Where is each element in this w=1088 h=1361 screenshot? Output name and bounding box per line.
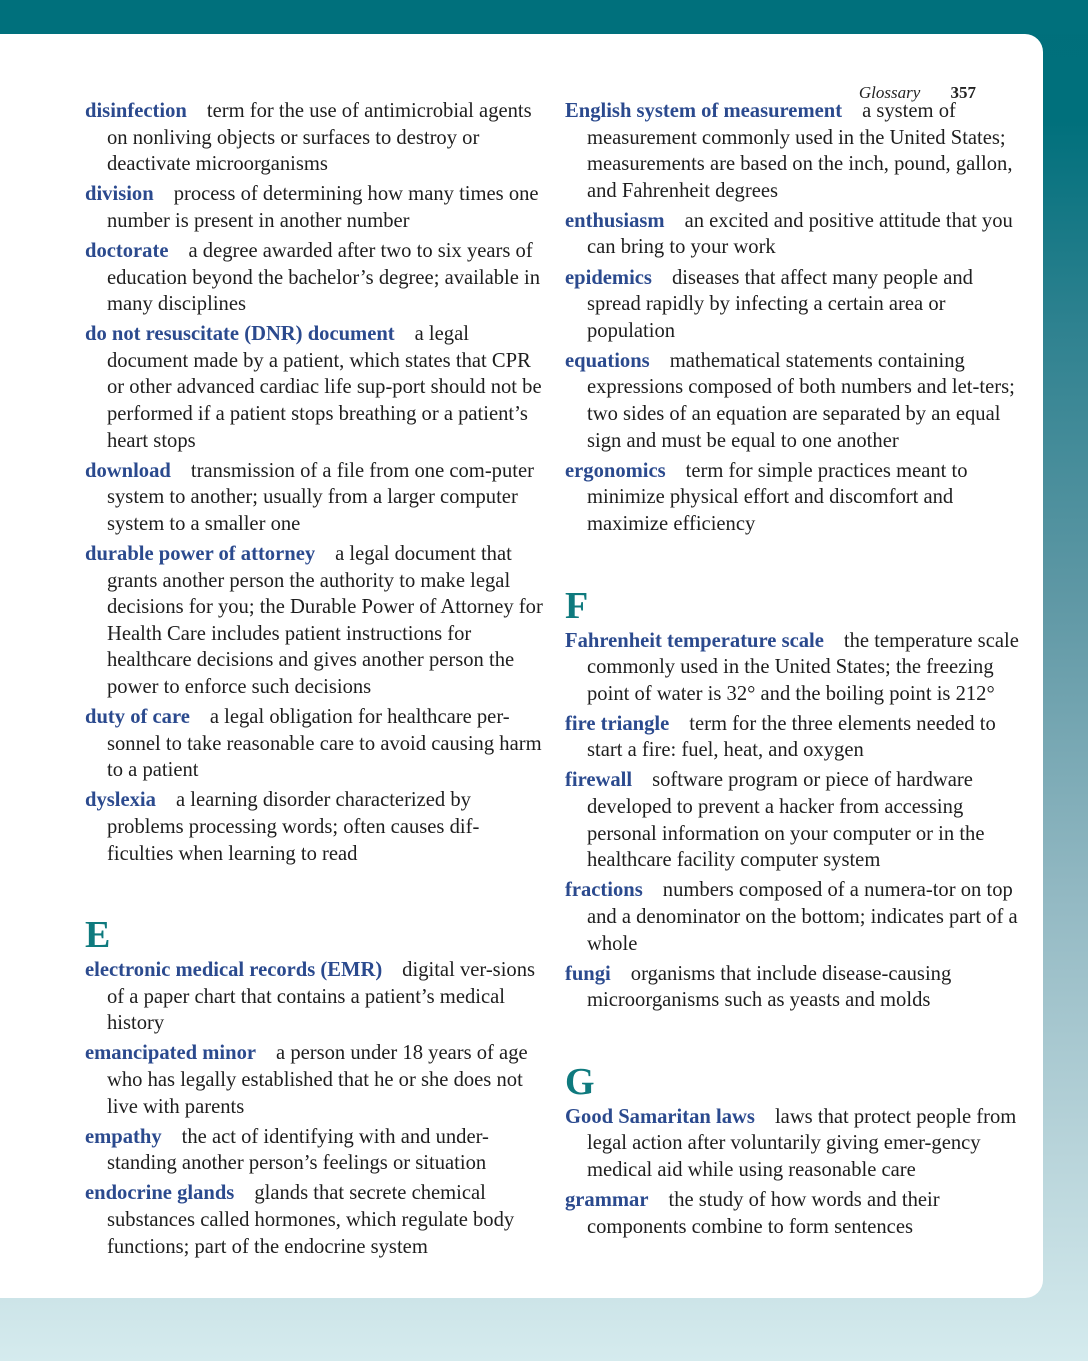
glossary-entry (85, 1040, 545, 1120)
glossary-term: electronic medical records (EMR) (85, 959, 383, 982)
glossary-entry (85, 1124, 545, 1177)
glossary-definition: a person under 18 years of age who has legally established that he or she does not live with parents (107, 1042, 528, 1118)
glossary-definition: an excited and positive attitude that you can bring to your work (587, 209, 1013, 259)
glossary-entry (85, 321, 545, 454)
left-column (85, 98, 545, 1264)
glossary-definition: glands that secrete chemical substances called hormones, which regulate body functions; part of the endocrine system (107, 1182, 515, 1258)
glossary-term: disinfection (85, 100, 187, 122)
glossary-term: grammar (565, 1189, 649, 1212)
section-letter-e: E (85, 914, 111, 957)
glossary-entry (565, 348, 1025, 454)
glossary-entry (85, 238, 545, 318)
glossary-entry (565, 961, 1025, 1014)
glossary-entry (85, 98, 545, 178)
glossary-definition: term for the three elements needed to start a fire: fuel, heat, and oxygen (587, 712, 996, 762)
glossary-entry (565, 265, 1025, 345)
glossary-definition: the temperature scale commonly used in the United States; the freezing point of water is 32° and the boiling point is 212° (587, 629, 1019, 705)
glossary-definition: digital ver-sions of a paper chart that contains a patient’s medical history (107, 959, 536, 1035)
glossary-term: Good Samaritan laws (565, 1105, 755, 1128)
glossary-definition: a system of measurement commonly used in the United States; measurements are based on the inch, pound, gallon, and Fahrenheit degrees (587, 100, 1013, 202)
glossary-term: durable power of attorney (85, 543, 316, 565)
glossary-definition: organisms that include disease-causing microorganisms such as yeasts and molds (587, 962, 952, 1012)
glossary-entry (85, 787, 545, 867)
glossary-entry (565, 98, 1025, 204)
glossary-term: do not resuscitate (DNR) document (85, 323, 395, 346)
glossary-definition: the act of identifying with and under-standing another person’s feelings or situation (107, 1125, 489, 1175)
glossary-term: fractions (565, 879, 643, 902)
glossary-definition: term for the use of antimicrobial agents on nonliving objects or surfaces to destroy or deactivate microorganisms (107, 100, 532, 176)
glossary-term: doctorate (85, 239, 169, 262)
glossary-definition: numbers composed of a numera-tor on top and a denominator on the bottom; indicates part of a whole (587, 879, 1018, 955)
glossary-entry (565, 877, 1025, 957)
glossary-entry (565, 711, 1025, 764)
glossary-definition: a degree awarded after two to six years of education beyond the bachelor’s degree; available in many disciplines (107, 239, 541, 316)
glossary-term: division (85, 183, 154, 206)
glossary-entry (85, 1180, 545, 1260)
glossary-definition: a learning disorder characterized by problems processing words; often causes dif-ficulties when learning to read (107, 789, 480, 865)
glossary-entry (565, 1104, 1025, 1184)
glossary-term: fire triangle (565, 712, 670, 735)
glossary-definition: a legal obligation for healthcare per-sonnel to take reasonable care to avoid causing harm to a patient (107, 706, 542, 782)
glossary-term: download (85, 459, 171, 482)
glossary-term: emancipated minor (85, 1042, 257, 1065)
right-column (565, 98, 1025, 1244)
glossary-definition: the study of how words and their components combine to form sentences (587, 1189, 940, 1238)
glossary-definition: process of determining how many times one number is present in another number (107, 183, 539, 232)
glossary-entry (565, 1187, 1025, 1240)
glossary-term: Fahrenheit temperature scale (565, 629, 824, 652)
glossary-entry (85, 181, 545, 234)
glossary-entry (565, 767, 1025, 873)
glossary-definition: a legal document made by a patient, which states that CPR or other advanced cardiac life sup-port should not be performed if a patient stops breathing or a patient’s heart stops (107, 323, 542, 452)
glossary-definition: diseases that affect many people and spread rapidly by infecting a certain area or population (587, 266, 973, 342)
glossary-term: English system of measurement (565, 100, 843, 122)
glossary-definition: a legal document that grants another person the authority to make legal decisions for you; the Durable Power of Attorney for Health Care includes patient instructions for healthcare decisions and gives another person the power to enforce such decisions (107, 543, 543, 698)
glossary-term: endocrine glands (85, 1182, 235, 1205)
glossary-entry (85, 458, 545, 538)
page-number: 357 (950, 83, 976, 102)
glossary-entry (565, 458, 1025, 538)
glossary-entry (565, 208, 1025, 261)
glossary-term: enthusiasm (565, 209, 665, 232)
running-head-title: Glossary (858, 83, 921, 102)
glossary-definition: transmission of a file from one com-puter system to another; usually from a larger computer system to a smaller one (107, 459, 534, 535)
glossary-term: duty of care (85, 706, 190, 729)
glossary-definition: software program or piece of hardware developed to prevent a hacker from accessing personal information on your computer or in the healthcare facility computer system (587, 769, 985, 872)
glossary-definition: mathematical statements containing expressions composed of both numbers and let-ters; two sides of an equation are separated by an equal sign and must be equal to one another (587, 349, 1015, 452)
glossary-term: firewall (565, 769, 633, 792)
glossary-entry (85, 541, 545, 701)
glossary-term: ergonomics (565, 459, 666, 482)
glossary-definition: term for simple practices meant to minimize physical effort and discomfort and maximize efficiency (587, 459, 968, 535)
glossary-definition: laws that protect people from legal action after voluntarily giving emer-gency medical aid while using reasonable care (587, 1105, 1017, 1181)
glossary-term: epidemics (565, 266, 652, 289)
glossary-term: equations (565, 349, 650, 372)
glossary-term: fungi (565, 962, 611, 985)
top-color-band (0, 0, 1088, 34)
section-letter-g: G (565, 1060, 595, 1103)
section-letter-f: F (565, 584, 589, 627)
glossary-entry (565, 628, 1025, 708)
glossary-term: empathy (85, 1125, 162, 1148)
glossary-term: dyslexia (85, 789, 156, 812)
glossary-entry (85, 704, 545, 784)
glossary-entry (85, 957, 545, 1037)
